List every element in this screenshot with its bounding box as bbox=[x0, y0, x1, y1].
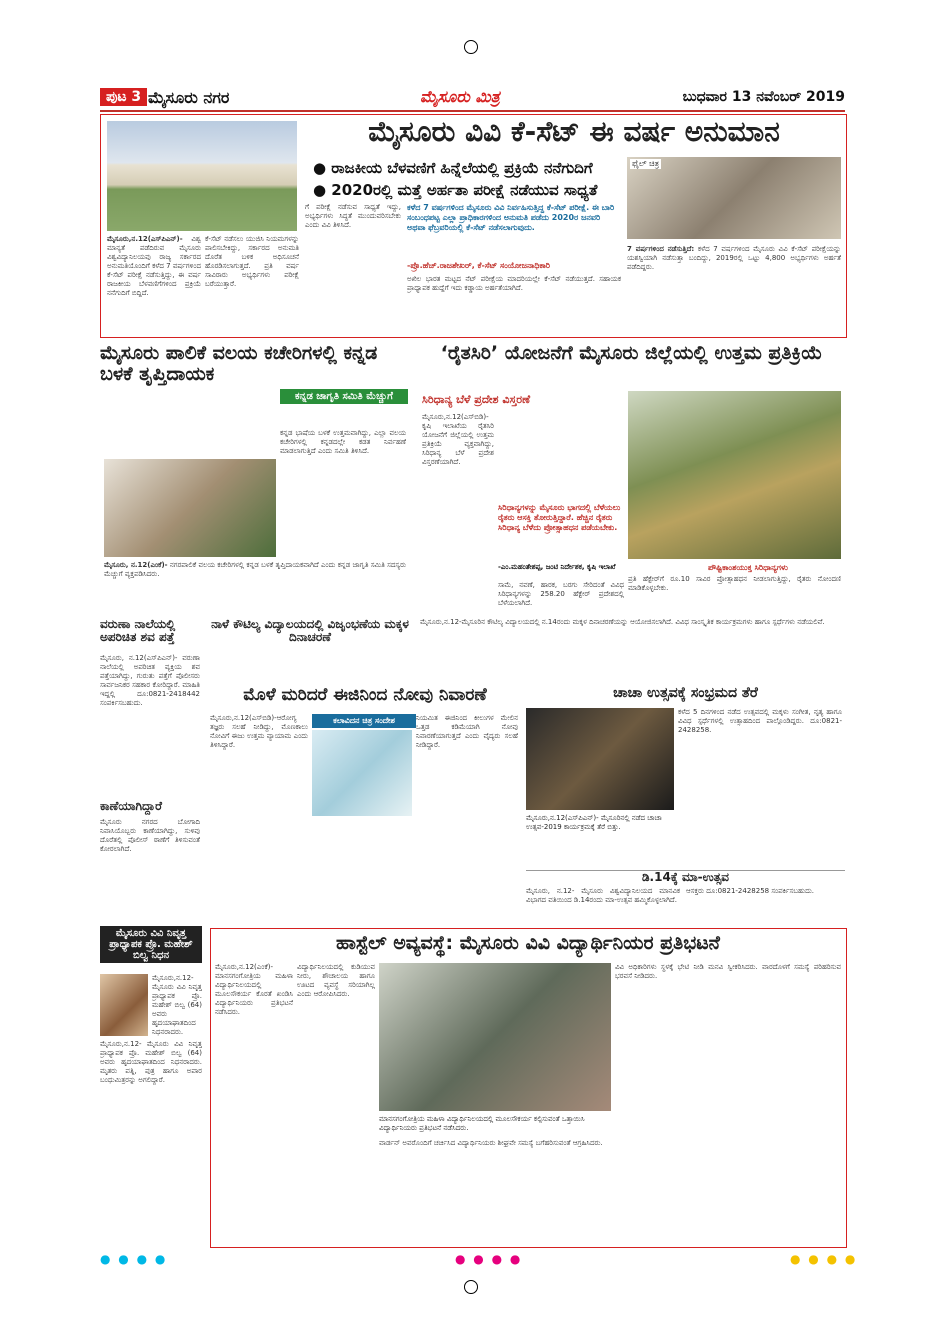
lead-col-4: ಅಖಿಲ ಭಾರತ ಮಟ್ಟದ ನೆಟ್ ಪರೀಕ್ಷೆಯ ಮಾದರಿಯಲ್ಲೇ ಕೆ-ಸೆಟ್ ನಡೆಯುತ್ತದೆ. ಸಹಾಯಕ ಪ್ರಾಧ್ಯಾಪಕ ಹುದ್ದೆಗೆ ಇದು ಕಡ್ಡಾಯ ಅರ್ಹತೆಯಾಗಿದೆ. bbox=[407, 275, 621, 292]
hostel-col-3: ವಾರ್ಡನ್ ಅವರೊಂದಿಗೆ ಚರ್ಚಿಸಿದ ವಿದ್ಯಾರ್ಥಿನಿಯರು ಶೀಘ್ರವೇ ಸಮಸ್ಯೆ ಬಗೆಹರಿಸುವಂತೆ ಆಗ್ರಹಿಸಿದರು. bbox=[379, 1139, 603, 1147]
lead-quote: ಕಳೆದ 7 ವರ್ಷಗಳಿಂದ ಮೈಸೂರು ವಿವಿ ನಿರ್ವಹಿಸುತ್ತಿದ್ದ ಕೆ-ಸೆಟ್ ಪರೀಕ್ಷೆ. ಈ ಬಾರಿ ಸಂಬಂಧಪಟ್ಟ ಎಲ್ಲಾ ಪ್ರಾಧಿಕಾರಗಳಿಂದ ಅನುಮತಿ ಪಡೆದು 2020ರ ಜನವರಿ ಅಥವಾ ಫೆಬ್ರವರಿಯಲ್ಲಿ ಕೆ-ಸೆಟ್ ನಡೆಸಲಾಗುವುದು. bbox=[407, 203, 615, 232]
koutilya-col: ಮೈಸೂರು,ನ.12-ಮೈಸೂರಿನ ಕೌಟಿಲ್ಯ ವಿದ್ಯಾಲಯದಲ್ಲಿ ನ.14ರಂದು ಮಕ್ಕಳ ದಿನಾಚರಣೆಯನ್ನು ಆಯೋಜಿಸಲಾಗಿದೆ. ವಿವಿಧ ಸಾಂಸ್ಕೃತಿಕ ಕಾರ್ಯಕ್ರಮಗಳು ಹಾಗೂ ಸ್ಪರ್ಧೆಗಳು ನಡೆಯಲಿವೆ. bbox=[420, 618, 825, 626]
chacha-col: ಕಳೆದ 5 ದಿನಗಳಿಂದ ನಡೆದ ಉತ್ಸವದಲ್ಲಿ ಮಕ್ಕಳು ಸಂಗೀತ, ನೃತ್ಯ ಹಾಗೂ ವಿವಿಧ ಸ್ಪರ್ಧೆಗಳಲ್ಲಿ ಉತ್ಸಾಹದಿಂದ ಪಾಲ್ಗೊಂಡಿದ್ದರು. ದೂ:0821-2428258. bbox=[678, 708, 842, 734]
chacha-story bbox=[526, 686, 845, 866]
knee-headline: ಮೊಳೆ ಮರಿದರೆ ಈಜಿನಿಂದ ನೋವು ನಿವಾರಣೆ bbox=[243, 685, 487, 705]
raita-headline: ‘ರೈತಸಿರಿ’ ಯೋಜನೆಗೆ ಮೈಸೂರು ಜಿಲ್ಲೆಯಲ್ಲಿ ಉತ್ತಮ ಪ್ರತಿಕ್ರಿಯೆ bbox=[440, 342, 823, 364]
ma-utsava-col-1: ಮೈಸೂರು, ನ.12- ಮೈಸೂರು ವಿಶ್ವವಿದ್ಯಾನಿಲಯದ ಮಾನವಿಕ ವಿಭಾಗದ ವತಿಯಿಂದ ಡಿ.14ರಂದು ಮಾ-ಉತ್ಸವ ಹಮ್ಮಿಕೊಳ್ಳಲಾಗಿದೆ. bbox=[526, 887, 680, 904]
varuna-col: ಮೈಸೂರು, ನ.12(ಎಸ್‌ಪಿಎನ್)- ವರುಣಾ ನಾಲೆಯಲ್ಲಿ ಅಪರಿಚಿತ ವ್ಯಕ್ತಿಯ ಶವ ಪತ್ತೆಯಾಗಿದ್ದು, ಗುರುತು ಪತ್ತೆಗೆ ಪೊಲೀಸರು ಸಾರ್ವಜನಿಕರ ಸಹಕಾರ ಕೋರಿದ್ದಾರೆ. ಮಾಹಿತಿ ಇದ್ದಲ್ಲಿ ದೂ:0821-2418442 ಸಂಪರ್ಕಿಸಬಹುದು. bbox=[100, 654, 200, 707]
lead-story bbox=[100, 114, 847, 338]
lead-col-1: ಮೈಸೂರು,ನ.12(ಎಸ್‌ಪಿಎನ್)- ವಿಶ್ವ ಮಾನ್ಯತೆ ಪಡೆದಿರುವ ಮೈಸೂರು ವಿಶ್ವವಿದ್ಯಾನಿಲಯವು ರಾಜ್ಯ ಸರ್ಕಾರದ ಅನುಮತಿಯೊಂದಿಗೆ ಕಳೆದ 7 ವರ್ಷಗಳಿಂದ ಕೆ-ಸೆಟ್ ಪರೀಕ್ಷೆ ನಡೆಸುತ್ತಿದ್ದು, ಈ ವರ್ಷ ರಾಜಕೀಯ ಬೆಳವಣಿಗೆಗಳಿಂದ ಪ್ರಕ್ರಿಯೆ ನನೆಗುದಿಗೆ ಬಿದ್ದಿದೆ. bbox=[107, 235, 201, 297]
koutilya-headline: ನಾಳೆ ಕೌಟಿಲ್ಯ ವಿದ್ಯಾಲಯದಲ್ಲಿ ವಿಜೃಂಭಣೆಯ ಮಕ್ಕಳ ದಿನಾಚರಣೆ bbox=[211, 617, 409, 645]
lead-col-3: ಗೆ ಪರೀಕ್ಷೆ ನಡೆಸುವ ಸಾಧ್ಯತೆ ಇದ್ದು, ಅಭ್ಯರ್ಥಿಗಳು ಸಿದ್ಧತೆ ಮುಂದುವರಿಸಬೇಕು ಎಂದು ವಿವಿ ತಿಳಿಸಿದೆ. bbox=[305, 203, 401, 229]
professor-photo bbox=[100, 974, 148, 1036]
lead-col-5: 7 ವರ್ಷಗಳಿಂದ ನಡೆಸುತ್ತಿದೆ: ಕಳೆದ 7 ವರ್ಷಗಳಿಂದ ಮೈಸೂರು ವಿವಿ ಕೆ-ಸೆಟ್ ಪರೀಕ್ಷೆಯನ್ನು ಯಶಸ್ವಿಯಾಗಿ ನಡೆಸುತ್ತಾ ಬಂದಿದ್ದು, 2019ರಲ್ಲಿ ಒಟ್ಟು 4,800 ಅಭ್ಯರ್ಥಿಗಳು ಅರ್ಹತೆ ಪಡೆದಿದ್ದರು. bbox=[627, 245, 841, 271]
ma-utsava-story bbox=[526, 870, 845, 923]
hostel-caption: ಮಾನಸಗಂಗೋತ್ರಿಯ ಮಹಿಳಾ ವಿದ್ಯಾರ್ಥಿನಿಲಯದಲ್ಲಿ ಮೂಲಸೌಕರ್ಯ ಕಲ್ಪಿಸುವಂತೆ ಒತ್ತಾಯಿಸಿ ವಿದ್ಯಾರ್ಥಿನಿಯರು ಪ್ರತಿಭಟನೆ ನಡೆಸಿದರು. bbox=[379, 1115, 585, 1132]
raita-photo-caption: ಪೌಷ್ಟಿಕಾಂಶಯುಕ್ತ ಸಿರಿಧಾನ್ಯಗಳು bbox=[708, 563, 788, 572]
university-building-photo bbox=[107, 121, 297, 231]
protest-photo-1 bbox=[379, 963, 611, 1111]
varuna-story bbox=[100, 618, 202, 918]
lead-headline: ಮೈಸೂರು ವಿವಿ ಕೆ-ಸೆಟ್ ಈ ವರ್ಷ ಅನುಮಾನ bbox=[368, 115, 780, 148]
section-name: ಮೈಸೂರು ನಗರ bbox=[148, 88, 230, 107]
page-number: ಪುಟ 3 bbox=[100, 88, 147, 106]
page-header bbox=[100, 86, 845, 112]
hostel-headline: ಹಾಸ್ಟೆಲ್ ಅವ್ಯವಸ್ಥೆ: ಮೈಸೂರು ವಿವಿ ವಿದ್ಯಾರ್ಥಿನಿಯರ ಪ್ರತಿಭಟನೆ bbox=[336, 932, 720, 954]
chacha-headline: ಚಾಚಾ ಉತ್ಸವಕ್ಕೆ ಸಂಭ್ರಮದ ತೆರೆ bbox=[613, 685, 758, 701]
raita-quote-author: -ಎಂ.ಮಹಂತೇಶಪ್ಪ, ಜಂಟಿ ನಿರ್ದೇಶಕ, ಕೃಷಿ ಇಲಾಖೆ bbox=[498, 563, 616, 571]
lead-quote-author: -ಪ್ರೊ.ಹೆಚ್.ರಾಜಶೇಖರ್, ಕೆ-ಸೆಟ್ ಸಂಯೋಜನಾಧಿಕಾರಿ bbox=[407, 261, 551, 270]
registration-mark-top bbox=[464, 40, 478, 54]
millet-photo bbox=[628, 391, 841, 559]
masthead: ಮೈಸೂರು ಮಿತ್ರ bbox=[420, 87, 500, 106]
raita-subhead: ಸಿರಿಧಾನ್ಯ ಬೆಳೆ ಪ್ರದೇಶ ವಿಸ್ತರಣೆ bbox=[422, 393, 531, 406]
hostel-col-1: ಮೈಸೂರು,ನ.12(ಎಂಕೆ)- ಮಾನಸಗಂಗೋತ್ರಿಯ ಮಹಿಳಾ ವಿದ್ಯಾರ್ಥಿನಿಲಯದಲ್ಲಿ ಮೂಲಸೌಕರ್ಯ ಕೊರತೆ ಖಂಡಿಸಿ ವಿದ್ಯಾರ್ಥಿನಿಯರು ಪ್ರತಿಭಟನೆ ನಡೆಸಿದರು. bbox=[215, 963, 293, 1016]
chacha-caption: ಮೈಸೂರು,ನ.12(ಎಸ್‌ಪಿಎನ್)- ಮೈಸೂರಿನಲ್ಲಿ ನಡೆದ ಚಾಚಾ ಉತ್ಸವ-2019 ಕಾರ್ಯಕ್ರಮಕ್ಕೆ ತೆರೆ ಬಿತ್ತು. bbox=[526, 814, 662, 831]
photo-label: ಫೈಲ್ ಚಿತ್ರ bbox=[632, 159, 660, 168]
obituary-headline: ಮೈಸೂರು ವಿವಿ ನಿವೃತ್ತ ಪ್ರಾಧ್ಯಾಪಕ ಪ್ರೊ. ಮಹೇಶ್ ಬಿಲ್ವ ನಿಧನ bbox=[100, 926, 202, 963]
obituary-col-2: ಮೈಸೂರು,ನ.12- ಮೈಸೂರು ವಿವಿ ನಿವೃತ್ತ ಪ್ರಾಧ್ಯಾಪಕ ಪ್ರೊ. ಮಹೇಶ್ ಬಿಲ್ವ (64) ಅವರು ಹೃದಯಾಘಾತದಿಂದ ನಿಧನರಾದರು. ಮೃತರು ಪತ್ನಿ, ಪುತ್ರ ಹಾಗೂ ಅಪಾರ ಬಂಧುಮಿತ್ರರನ್ನು ಅಗಲಿದ್ದಾರೆ. bbox=[100, 1040, 202, 1084]
registration-mark-bottom bbox=[464, 1280, 478, 1294]
missing-col: ಮೈಸೂರು ನಗರದ ಬೋಗಾದಿ ನಿವಾಸಿಯೊಬ್ಬರು ಕಾಣೆಯಾಗಿದ್ದು, ಸುಳಿವು ದೊರೆತಲ್ಲಿ ಪೊಲೀಸ್ ಠಾಣೆಗೆ ತಿಳಿಸುವಂತೆ ಕೋರಲಾಗಿದೆ. bbox=[100, 818, 200, 853]
palike-story bbox=[100, 343, 410, 613]
raita-col-3: ಪ್ರತಿ ಹೆಕ್ಟೇರ್‌ಗೆ ರೂ.10 ಸಾವಿರ ಪ್ರೋತ್ಸಾಹಧನ ನೀಡಲಾಗುತ್ತಿದ್ದು, ರೈತರು ನೋಂದಣಿ ಮಾಡಿಕೊಳ್ಳಬೇಕು. bbox=[628, 575, 841, 592]
registration-dots-right: ● ● ● ● bbox=[790, 1252, 858, 1266]
raita-story bbox=[418, 343, 845, 613]
palike-headline: ಮೈಸೂರು ಪಾಲಿಕೆ ವಲಯ ಕಚೇರಿಗಳಲ್ಲಿ ಕನ್ನಡ ಬಳಕೆ ತೃಪ್ತಿದಾಯಕ bbox=[100, 342, 378, 385]
hostel-col-4: ವಿವಿ ಅಧಿಕಾರಿಗಳು ಸ್ಥಳಕ್ಕೆ ಭೇಟಿ ನೀಡಿ ಮನವಿ ಸ್ವೀಕರಿಸಿದರು. ವಾರದೊಳಗೆ ಸಮಸ್ಯೆ ಪರಿಹರಿಸುವ ಭರವಸೆ ನೀಡಿದರು. bbox=[615, 963, 841, 980]
chacha-photo bbox=[526, 708, 674, 810]
obituary-col-1: ಮೈಸೂರು,ನ.12- ಮೈಸೂರು ವಿವಿ ನಿವೃತ್ತ ಪ್ರಾಧ್ಯಾಪಕ ಪ್ರೊ. ಮಹೇಶ್ ಬಿಲ್ವ (64) ಅವರು ಹೃದಯಾಘಾತದಿಂದ ನಿಧನರಾದರು. bbox=[152, 974, 202, 1036]
raita-col-1: ಮೈಸೂರು,ನ.12(ಎಸ್‌ಬಿಡಿ)- ಕೃಷಿ ಇಲಾಖೆಯ ರೈತಸಿರಿ ಯೋಜನೆಗೆ ಜಿಲ್ಲೆಯಲ್ಲಿ ಉತ್ತಮ ಪ್ರತಿಕ್ರಿಯೆ ವ್ಯಕ್ತವಾಗಿದ್ದು, ಸಿರಿಧಾನ್ಯ ಬೆಳೆ ಪ್ರದೇಶ ವಿಸ್ತರಣೆಯಾಗಿದೆ. bbox=[422, 413, 494, 466]
knee-col-2: ನಿಯಮಿತ ಈಜಿನಿಂದ ಕೀಲುಗಳ ಮೇಲಿನ ಒತ್ತಡ ಕಡಿಮೆಯಾಗಿ ನೋವು ನಿವಾರಣೆಯಾಗುತ್ತದೆ ಎಂದು ವೈದ್ಯರು ಸಲಹೆ ನೀಡಿದ್ದಾರೆ. bbox=[416, 714, 518, 749]
lead-col-2: ಕೆ-ಸೆಟ್ ನಡೆಸಲು ಯುಜಿಸಿ ನಿಯಮಗಳನ್ನು ಪಾಲಿಸಬೇಕಿದ್ದು, ಸರ್ಕಾರದ ಅನುಮತಿ ದೊರೆತ ಬಳಿಕ ಅಧಿಸೂಚನೆ ಹೊರಡಿಸಲಾಗುತ್ತದೆ. ಪ್ರತಿ ವರ್ಷ ಸಾವಿರಾರು ಅಭ್ಯರ್ಥಿಗಳು ಪರೀಕ್ಷೆ ಬರೆಯುತ್ತಾರೆ. bbox=[205, 235, 299, 288]
ma-utsava-headline: ಡಿ.14ಕ್ಕೆ ಮಾ-ಉತ್ಸವ bbox=[642, 870, 729, 884]
palike-photo bbox=[104, 459, 276, 557]
lead-bullet-2: ● 2020ರಲ್ಲಿ ಮತ್ತೆ ಅರ್ಹತಾ ಪರೀಕ್ಷೆ ನಡೆಯುವ ಸಾಧ್ಯತೆ bbox=[313, 181, 598, 199]
ma-utsava-col-2: ಆಸಕ್ತರು ದೂ:0821-2428258 ಸಂಪರ್ಕಿಸಬಹುದು. bbox=[686, 887, 815, 895]
lead-bullet-1: ● ರಾಜಕೀಯ ಬೆಳವಣಿಗೆ ಹಿನ್ನೆಲೆಯಲ್ಲಿ ಪ್ರಕ್ರಿಯೆ ನನೆಗುದಿಗೆ bbox=[313, 159, 593, 177]
palike-tag: ಕನ್ನಡ ಜಾಗೃತಿ ಸಮಿತಿ ಮೆಚ್ಚುಗೆ bbox=[280, 389, 408, 404]
varuna-headline: ವರುಣಾ ನಾಲೆಯಲ್ಲಿ ಅಪರಿಚಿತ ಶವ ಪತ್ತೆ bbox=[100, 617, 176, 645]
registration-dots-center: ● ● ● ● bbox=[455, 1252, 523, 1266]
knee-story bbox=[210, 686, 520, 920]
knee-illustration bbox=[312, 730, 412, 816]
knee-col-1: ಮೈಸೂರು,ನ.12(ಎಸ್‌ಬಿಡಿ)-ಆರೋಗ್ಯ ತಜ್ಞರು ಸಲಹೆ ನೀಡಿದ್ದು, ಮೊಣಕಾಲು ನೋವಿಗೆ ಈಜು ಉತ್ತಮ ವ್ಯಾಯಾಮ ಎಂದು ತಿಳಿಸಿದ್ದಾರೆ. bbox=[210, 714, 308, 749]
obituary-story bbox=[100, 926, 202, 1246]
exam-hall-photo bbox=[627, 157, 841, 239]
issue-date: ಬುಧವಾರ 13 ನವೆಂಬರ್ 2019 bbox=[682, 89, 845, 105]
raita-col-2: ಸಾಮೆ, ನವಣೆ, ಹಾರಕ, ಬರಗು ಸೇರಿದಂತೆ ವಿವಿಧ ಸಿರಿಧಾನ್ಯಗಳನ್ನು 258.20 ಹೆಕ್ಟೇರ್ ಪ್ರದೇಶದಲ್ಲಿ ಬೆಳೆಯಲಾಗಿದೆ. bbox=[498, 581, 624, 607]
hostel-col-2: ವಿದ್ಯಾರ್ಥಿನಿಲಯದಲ್ಲಿ ಕುಡಿಯುವ ನೀರು, ಶೌಚಾಲಯ ಹಾಗೂ ಊಟದ ವ್ಯವಸ್ಥೆ ಸರಿಯಾಗಿಲ್ಲ ಎಂದು ಆರೋಪಿಸಿದರು. bbox=[297, 963, 375, 998]
registration-dots-left: ● ● ● ● bbox=[100, 1252, 168, 1266]
missing-headline: ಕಾಣೆಯಾಗಿದ್ದಾರೆ bbox=[100, 799, 162, 813]
knee-tag: ಕಲಾವಿದನ ಚಿತ್ರ ಸಂದೇಶ bbox=[312, 714, 416, 728]
koutilya-story bbox=[210, 618, 845, 680]
raita-quote: ಸಿರಿಧಾನ್ಯಗಳನ್ನು ಮೈಸೂರು ಭಾಗದಲ್ಲಿ ಬೆಳೆಯಲು ರೈತರು ಆಸಕ್ತಿ ತೋರುತ್ತಿದ್ದಾರೆ. ಹೆಚ್ಚಿನ ರೈತರು ಸಿರಿಧಾನ್ಯ ಬೆಳೆದು ಪ್ರೋತ್ಸಾಹಧನ ಪಡೆಯಬೇಕು. bbox=[498, 503, 621, 532]
palike-col-1: ಕನ್ನಡ ಭಾಷೆಯ ಬಳಕೆ ಉತ್ತಮವಾಗಿದ್ದು, ಎಲ್ಲಾ ವಲಯ ಕಚೇರಿಗಳಲ್ಲಿ ಕನ್ನಡದಲ್ಲೇ ಕಡತ ನಿರ್ವಹಣೆ ಮಾಡಲಾಗುತ್ತಿದೆ ಎಂದು ಸಮಿತಿ ತಿಳಿಸಿದೆ. bbox=[280, 429, 406, 455]
palike-col-2: ಮೈಸೂರು, ನ.12(ಎಂಕೆ)- ನಗರಪಾಲಿಕೆ ವಲಯ ಕಚೇರಿಗಳಲ್ಲಿ ಕನ್ನಡ ಬಳಕೆ ತೃಪ್ತಿದಾಯಕವಾಗಿದೆ ಎಂದು ಕನ್ನಡ ಜಾಗೃತಿ ಸಮಿತಿ ಸದಸ್ಯರು ಮೆಚ್ಚುಗೆ ವ್ಯಕ್ತಪಡಿಸಿದರು. bbox=[104, 561, 406, 578]
hostel-story bbox=[210, 928, 847, 1248]
